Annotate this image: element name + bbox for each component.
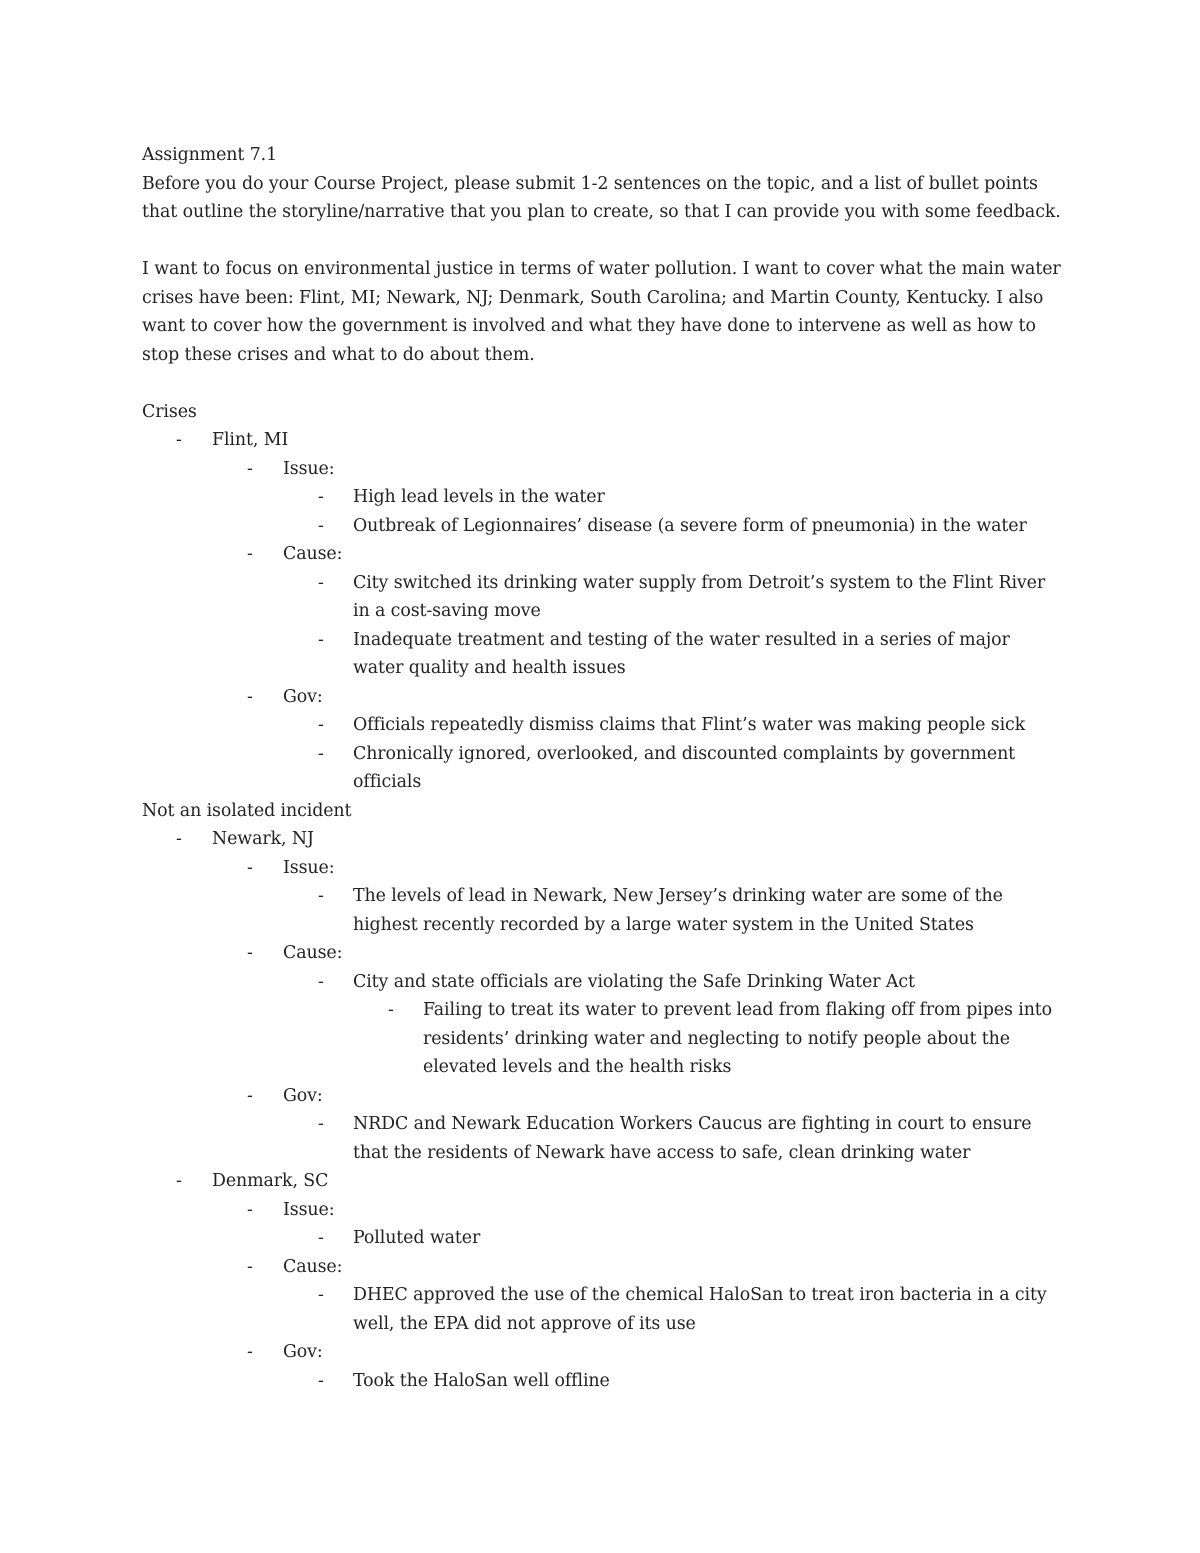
bullet-dash: - (318, 743, 324, 764)
bullet-dash: - (247, 1256, 253, 1277)
flint-gov-item (142, 711, 1053, 740)
topic-line: crises have been: Flint, MI; Newark, NJ; Denmark, South Carolina; and Martin County, Kentucky. I also (142, 287, 1044, 308)
bullet-dash: - (318, 629, 324, 650)
bullet-dash: - (318, 1114, 324, 1134)
flint-issue-item (142, 483, 1053, 512)
bullet-text: DHEC approved the use of the chemical HaloSan to treat iron bacteria in a city well, the EPA did not approve of its use (353, 1285, 1047, 1334)
newark-gov-item (142, 1110, 1053, 1167)
bullet-dash: - (247, 458, 253, 479)
bullet-text: Outbreak of Legionnaires’ disease (a severe form of pneumonia) in the water (353, 515, 1027, 536)
bullet-text: The levels of lead in Newark, New Jersey’s drinking water are some of the highest recently recorded by a large water system in the United States (353, 886, 1003, 935)
bullet-dash: - (247, 544, 253, 564)
blank-line (142, 227, 1062, 256)
bullet-dash: - (247, 686, 253, 707)
not-isolated-heading: Not an isolated incident (142, 800, 352, 821)
bullet-text: High lead levels in the water (353, 487, 605, 507)
section-label: Cause: (283, 943, 343, 963)
newark-gov-label (142, 1082, 1062, 1111)
crisis-name: Newark, NJ (212, 829, 314, 849)
bullet-dash: - (318, 1370, 324, 1391)
section-label: Issue: (283, 857, 335, 878)
assignment-title: Assignment 7.1 (142, 145, 278, 165)
crisis-name: Denmark, SC (212, 1171, 329, 1191)
flint-issue-item (142, 512, 1053, 541)
flint-cause-label (142, 540, 1062, 569)
bullet-text: Failing to treat its water to prevent lead from flaking off from pipes into residents’ drinking water and neglecting to notify people about the elevated levels and the health risks (423, 1000, 1053, 1077)
bullet-text: City and state officials are violating the Safe Drinking Water Act (353, 971, 915, 992)
bullet-dash: - (247, 857, 253, 878)
bullet-dash: - (318, 487, 324, 507)
blank-line (142, 369, 1062, 398)
section-label: Cause: (283, 1256, 343, 1277)
bullet-dash: - (247, 943, 253, 963)
bullet-text: Inadequate treatment and testing of the water resulted in a series of major water quality and health issues (353, 629, 1010, 678)
crisis-denmark (142, 1167, 1062, 1196)
bullet-dash: - (318, 515, 324, 536)
bullet-text: Officials repeatedly dismiss claims that Flint’s water was making people sick (353, 715, 1026, 735)
bullet-dash: - (318, 971, 324, 992)
crises-heading: Crises (142, 401, 197, 422)
section-label: Issue: (283, 1199, 335, 1220)
bullet-dash: - (176, 1171, 182, 1191)
newark-cause-subitem (142, 996, 1063, 1082)
bullet-dash: - (247, 1199, 253, 1220)
crisis-newark (142, 825, 1062, 854)
newark-cause-label (142, 939, 1062, 968)
bullet-dash: - (318, 1285, 324, 1305)
flint-cause-item (142, 626, 1053, 683)
newark-issue-label (142, 854, 1062, 883)
bullet-dash: - (176, 829, 182, 849)
topic-line: stop these crises and what to do about them. (142, 344, 535, 365)
flint-issue-label (142, 455, 1062, 484)
bullet-dash: - (318, 715, 324, 735)
denmark-cause-label (142, 1253, 1062, 1282)
bullet-dash: - (247, 1085, 253, 1106)
newark-issue-item (142, 882, 1053, 939)
bullet-text: NRDC and Newark Education Workers Caucus are fighting in court to ensure that the residents of Newark have access to safe, clean drinking water (353, 1114, 1032, 1163)
newark-cause-item (142, 968, 1053, 997)
crisis-flint (142, 426, 1062, 455)
topic-line: want to cover how the government is involved and what they have done to intervene as well as how to (142, 316, 1036, 336)
bullet-dash: - (318, 572, 324, 593)
bullet-dash: - (247, 1342, 253, 1362)
section-label: Gov: (283, 1085, 323, 1106)
flint-cause-item (142, 569, 1053, 626)
section-label: Issue: (283, 458, 335, 479)
document-body (142, 141, 1062, 1395)
topic-line: I want to focus on environmental justice in terms of water pollution. I want to cover what the main water (142, 259, 1061, 279)
denmark-gov-item (142, 1367, 1053, 1396)
bullet-text: Chronically ignored, overlooked, and discounted complaints by government officials (353, 743, 1016, 792)
denmark-gov-label (142, 1338, 1062, 1367)
intro-line: Before you do your Course Project, please submit 1-2 sentences on the topic, and a list of bullet points (142, 173, 1038, 194)
bullet-dash: - (318, 886, 324, 906)
bullet-dash: - (176, 430, 182, 450)
bullet-dash: - (388, 1000, 394, 1020)
bullet-text: City switched its drinking water supply from Detroit’s system to the Flint River in a cost-saving move (353, 572, 1046, 621)
denmark-issue-item (142, 1224, 1053, 1253)
section-label: Gov: (283, 1342, 323, 1362)
bullet-dash: - (318, 1228, 324, 1248)
bullet-text: Took the HaloSan well offline (353, 1370, 610, 1391)
denmark-issue-label (142, 1196, 1062, 1225)
section-label: Gov: (283, 686, 323, 707)
section-label: Cause: (283, 544, 343, 564)
flint-gov-item (142, 740, 1053, 797)
bullet-text: Polluted water (353, 1228, 481, 1248)
flint-gov-label (142, 683, 1062, 712)
denmark-cause-item (142, 1281, 1053, 1338)
crisis-name: Flint, MI (212, 430, 289, 450)
intro-line: that outline the storyline/narrative that you plan to create, so that I can provide you with some feedback. (142, 202, 1061, 222)
